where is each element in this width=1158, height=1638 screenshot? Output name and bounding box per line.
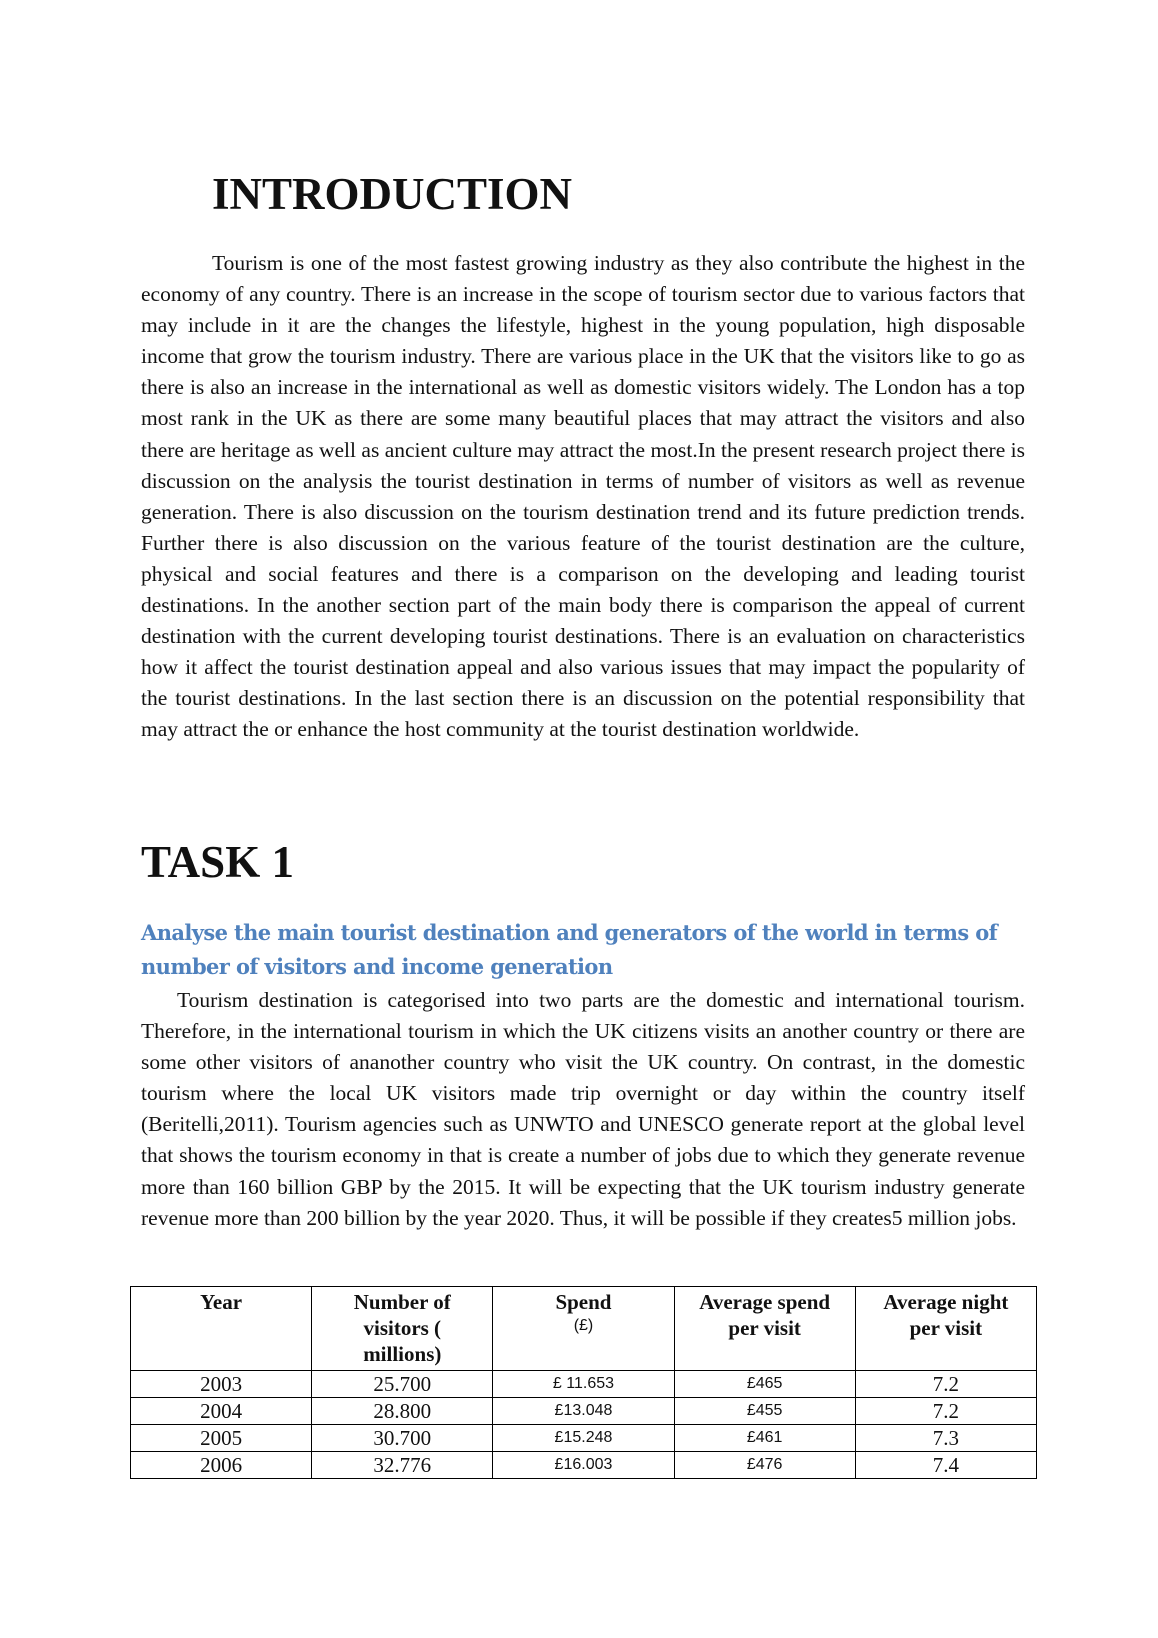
cell-spend: £15.248 (493, 1425, 674, 1452)
cell-average-spend: £461 (674, 1425, 855, 1452)
cell-spend: £16.003 (493, 1452, 674, 1479)
cell-visitors: 32.776 (312, 1452, 493, 1479)
header-label: Year (200, 1290, 243, 1314)
table-row (131, 1371, 1037, 1398)
header-average-night (855, 1287, 1036, 1371)
cell-year: 2006 (131, 1452, 312, 1479)
header-year (131, 1287, 312, 1371)
introduction-heading: INTRODUCTION (212, 169, 573, 219)
cell-year: 2005 (131, 1425, 312, 1452)
visitors-table (130, 1286, 1037, 1479)
header-label: Average spend per visit (699, 1290, 831, 1340)
header-unit: (£) (573, 1317, 594, 1334)
cell-year: 2004 (131, 1398, 312, 1425)
cell-year: 2003 (131, 1371, 312, 1398)
introduction-paragraph: Tourism is one of the most fastest growing industry as they also contribute the highest in the economy of any country. There is an increase in the scope of tourism sector due to various factors that may include in it are the changes the lifestyle, highest in the young population, high disposable income that grow the tourism industry. There are various place in the UK that the visitors like to go as there is also an increase in the international as well as domestic visitors widely. The London has a top most rank in the UK as there are some many beautiful places that may attract the visitors and also there are heritage as well as ancient culture may attract the most.In the present research project there is discussion on the analysis the tourist destination in terms of number of visitors as well as revenue generation. There is also discussion on the tourism destination trend and its future prediction trends. Further there is also discussion on the various feature of the tourist destination are the culture, physical and social features and there is a comparison on the developing and leading tourist destinations. In the another section part of the main body there is comparison the appeal of current destination with the current developing tourist destinations. There is an evaluation on characteristics how it affect the tourist destination appeal and also various issues that may impact the popularity of the tourist destinations. In the last section there is an discussion on the potential responsibility that may attract the or enhance the host community at the tourist destination worldwide. (141, 251, 1025, 742)
header-label: Number of visitors ( millions) (353, 1290, 451, 1366)
header-label: Spend (555, 1290, 612, 1314)
header-spend (493, 1287, 674, 1371)
cell-visitors: 28.800 (312, 1398, 493, 1425)
table-row (131, 1452, 1037, 1479)
table-row (131, 1398, 1037, 1425)
task1-paragraph: Tourism destination is categorised into two parts are the domestic and international tourism. Therefore, in the international tourism in which the UK citizens visits an another country or there are some other visitors of ananother country who visit the UK country. On contrast, in the domestic tourism where the local UK visitors made trip overnight or day within the country itself (Beritelli,2011). Tourism agencies such as UNWTO and UNESCO generate report at the global level that shows the tourism economy in that is create a number of jobs due to which they generate revenue more than 160 billion GBP by the 2015. It will be expecting that the UK tourism industry generate revenue more than 200 billion by the year 2020. Thus, it will be possible if they creates5 million jobs. (141, 988, 1025, 1230)
task1-subheading: Analyse the main tourist destination and generators of the world in terms of number of visitors and income generation (141, 920, 998, 979)
cell-average-spend: £476 (674, 1452, 855, 1479)
cell-average-night: 7.2 (855, 1398, 1036, 1425)
cell-average-night: 7.4 (855, 1452, 1036, 1479)
cell-average-night: 7.2 (855, 1371, 1036, 1398)
header-visitors (312, 1287, 493, 1371)
table-row (131, 1425, 1037, 1452)
table-header-row (131, 1287, 1037, 1371)
cell-average-night: 7.3 (855, 1425, 1036, 1452)
cell-visitors: 25.700 (312, 1371, 493, 1398)
cell-average-spend: £465 (674, 1371, 855, 1398)
cell-visitors: 30.700 (312, 1425, 493, 1452)
task1-heading: TASK 1 (141, 837, 294, 887)
header-label: Average night per visit (883, 1290, 1009, 1340)
cell-average-spend: £455 (674, 1398, 855, 1425)
cell-spend: £ 11.653 (493, 1371, 674, 1398)
cell-spend: £13.048 (493, 1398, 674, 1425)
header-average-spend (674, 1287, 855, 1371)
